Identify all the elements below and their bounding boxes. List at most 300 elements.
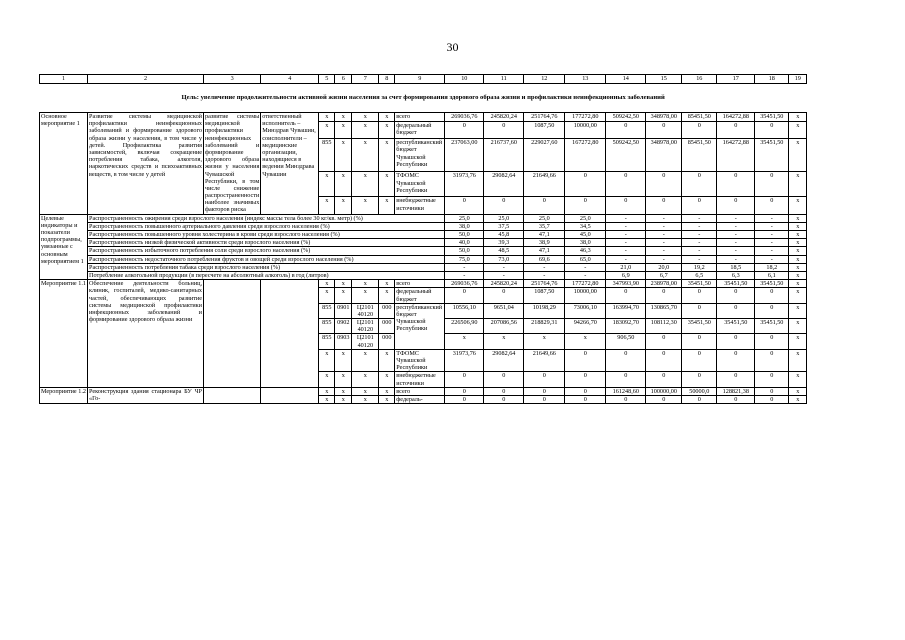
- indicator-value: 6,3: [717, 271, 755, 279]
- indicator-value: -: [755, 222, 789, 230]
- indicator-value: -: [682, 239, 717, 247]
- value-cell: x: [789, 303, 807, 318]
- value-cell: 245820,24: [484, 280, 524, 288]
- value-cell: x: [319, 172, 335, 197]
- value-cell: 906,50: [606, 334, 646, 349]
- value-cell: 108112,30: [646, 319, 682, 334]
- value-cell: 0: [565, 172, 606, 197]
- value-cell: x: [335, 197, 352, 214]
- value-cell: x: [445, 334, 484, 349]
- value-cell: 855: [319, 139, 335, 172]
- value-cell: 0: [484, 122, 524, 139]
- indicator-name: Распространенность низкой физической активности среди взрослого населения (%): [88, 239, 445, 247]
- indicator-value: -: [646, 214, 682, 222]
- value-cell: 0901: [335, 303, 352, 318]
- value-cell: x: [789, 334, 807, 349]
- value-cell: 855: [319, 334, 335, 349]
- indicator-value: 21,0: [606, 263, 646, 271]
- indicator-value: -: [717, 231, 755, 239]
- value-cell: 1087,50: [524, 288, 565, 303]
- value-cell: 348978,00: [646, 139, 682, 172]
- value-cell: 0: [717, 122, 755, 139]
- indicator-value: -: [484, 263, 524, 271]
- value-cell: x: [319, 387, 335, 395]
- indicator-name: Распространенность недостаточного потребления фруктов и овощей среди взрослого населения (%): [88, 255, 445, 263]
- indicator-value: -: [717, 239, 755, 247]
- funding-source: республиканский бюджет Чувашской Республики: [395, 303, 445, 349]
- value-cell: 0: [445, 288, 484, 303]
- indicator-value: 38,0: [565, 239, 606, 247]
- value-cell: 0: [682, 395, 717, 403]
- value-cell: x: [335, 172, 352, 197]
- value-cell: x: [379, 288, 395, 303]
- value-cell: 0: [755, 372, 789, 387]
- funding-source: всего: [395, 113, 445, 122]
- value-cell: 0: [682, 334, 717, 349]
- indicator-value: -: [682, 214, 717, 222]
- value-cell: 0: [755, 303, 789, 318]
- value-cell: x: [335, 288, 352, 303]
- value-cell: 164272,88: [717, 139, 755, 172]
- value-cell: 0: [717, 395, 755, 403]
- value-cell: x: [789, 197, 807, 214]
- value-cell: 0: [646, 334, 682, 349]
- column-number: 11: [484, 75, 524, 84]
- measure-goal: [204, 280, 261, 388]
- value-cell: 0: [755, 122, 789, 139]
- value-cell: 29082,64: [484, 172, 524, 197]
- indicator-row: [40, 214, 807, 222]
- indicator-name: Распространенность ожирения среди взрослого населения (индекс массы тела более 30 кг/кв. метр) (%): [88, 214, 445, 222]
- value-cell: x: [789, 172, 807, 197]
- value-cell: x: [789, 372, 807, 387]
- value-cell: x: [319, 280, 335, 288]
- indicator-name: Распространенность повышенного артериального давления среди взрослого населения (%): [88, 222, 445, 230]
- value-cell: 0: [682, 349, 717, 372]
- measure-name: Развитие системы медицинской профилактики неинфекционных заболеваний и формирование здорового образа жизни у населения, в том числе у детей. Профилактика развития зависимостей, включая сокращение потребления табака, алкоголя, наркотических средств и психоактивных веществ, в том числе у детей: [88, 113, 204, 215]
- indicator-value: -: [606, 222, 646, 230]
- value-cell: 347993,90: [606, 280, 646, 288]
- indicator-value: 46,3: [565, 247, 606, 255]
- indicator-value: 45,0: [565, 231, 606, 239]
- value-cell: x: [319, 122, 335, 139]
- indicator-value: 6,9: [606, 271, 646, 279]
- indicator-row: [40, 263, 807, 271]
- indicator-value: 75,0: [445, 255, 484, 263]
- value-cell: 0: [484, 372, 524, 387]
- value-cell: 348978,00: [646, 113, 682, 122]
- value-cell: 0: [606, 395, 646, 403]
- indicator-value: 47,1: [524, 231, 565, 239]
- indicator-value: x: [789, 222, 807, 230]
- funding-source: всего: [395, 387, 445, 395]
- value-cell: 0: [484, 288, 524, 303]
- value-cell: 0: [606, 349, 646, 372]
- value-cell: 269036,76: [445, 280, 484, 288]
- value-cell: 163994,70: [606, 303, 646, 318]
- funding-source: внебюджетные источники: [395, 197, 445, 214]
- indicator-value: 47,1: [524, 247, 565, 255]
- value-cell: x: [319, 395, 335, 403]
- value-cell: 0: [755, 395, 789, 403]
- value-cell: x: [789, 280, 807, 288]
- value-cell: x: [379, 197, 395, 214]
- value-cell: 0: [565, 349, 606, 372]
- value-cell: 216737,60: [484, 139, 524, 172]
- column-number: 9: [395, 75, 445, 84]
- value-cell: 0: [445, 372, 484, 387]
- indicator-value: 37,5: [484, 222, 524, 230]
- value-cell: Ц2101 40120: [352, 319, 379, 334]
- indicator-value: 25,0: [445, 214, 484, 222]
- value-cell: 0: [524, 395, 565, 403]
- value-cell: x: [352, 122, 379, 139]
- measure-responsible: [261, 387, 319, 403]
- indicator-value: 18,5: [717, 263, 755, 271]
- sec11-row: [40, 280, 807, 288]
- value-cell: 130865,70: [646, 303, 682, 318]
- value-cell: 85451,50: [682, 139, 717, 172]
- value-cell: x: [319, 349, 335, 372]
- indicator-value: x: [789, 214, 807, 222]
- value-cell: 245820,24: [484, 113, 524, 122]
- value-cell: x: [789, 395, 807, 403]
- value-cell: Ц2101 40120: [352, 334, 379, 349]
- value-cell: 21649,66: [524, 172, 565, 197]
- value-cell: 0: [755, 387, 789, 395]
- value-cell: 35451,50: [755, 280, 789, 288]
- value-cell: x: [352, 387, 379, 395]
- indicator-row: [40, 247, 807, 255]
- value-cell: x: [335, 113, 352, 122]
- column-number: 18: [755, 75, 789, 84]
- indicator-value: -: [445, 271, 484, 279]
- value-cell: 0: [445, 387, 484, 395]
- column-number: 16: [682, 75, 717, 84]
- value-cell: x: [335, 349, 352, 372]
- indicator-value: -: [565, 263, 606, 271]
- value-cell: 35451,50: [717, 319, 755, 334]
- funding-source: федераль-: [395, 395, 445, 403]
- indicator-value: -: [606, 214, 646, 222]
- indicator-value: 20,0: [646, 263, 682, 271]
- value-cell: 0: [717, 172, 755, 197]
- value-cell: 207086,56: [484, 319, 524, 334]
- value-cell: 0: [524, 372, 565, 387]
- indicator-value: x: [789, 231, 807, 239]
- indicator-value: x: [789, 239, 807, 247]
- indicator-value: -: [717, 247, 755, 255]
- value-cell: x: [789, 122, 807, 139]
- value-cell: 164272,88: [717, 113, 755, 122]
- value-cell: 0: [646, 288, 682, 303]
- measure-goal: [204, 387, 261, 403]
- measure-label: Мероприятие 1.2: [40, 387, 88, 403]
- value-cell: 000: [379, 334, 395, 349]
- indicator-value: x: [789, 263, 807, 271]
- value-cell: 35451,50: [755, 319, 789, 334]
- indicator-value: x: [789, 271, 807, 279]
- value-cell: 0: [682, 122, 717, 139]
- value-cell: 0: [755, 334, 789, 349]
- indicator-value: -: [755, 247, 789, 255]
- funding-source: внебюджетные источники: [395, 372, 445, 387]
- value-cell: 21649,66: [524, 349, 565, 372]
- value-cell: x: [565, 334, 606, 349]
- indicator-value: -: [646, 231, 682, 239]
- value-cell: 0: [717, 303, 755, 318]
- indicator-row: [40, 231, 807, 239]
- value-cell: 509242,50: [606, 113, 646, 122]
- column-number-row: [40, 75, 807, 84]
- value-cell: 9651,04: [484, 303, 524, 318]
- column-number: 7: [352, 75, 379, 84]
- value-cell: x: [319, 288, 335, 303]
- value-cell: 0: [565, 197, 606, 214]
- indicator-value: 48,5: [484, 247, 524, 255]
- value-cell: 0902: [335, 319, 352, 334]
- value-cell: 0: [484, 387, 524, 395]
- page-number: 30: [446, 40, 459, 54]
- value-cell: 35451,50: [682, 280, 717, 288]
- indicator-value: -: [565, 271, 606, 279]
- indicator-value: -: [755, 255, 789, 263]
- value-cell: x: [524, 334, 565, 349]
- column-number: 5: [319, 75, 335, 84]
- indicator-value: -: [606, 231, 646, 239]
- program-table: [39, 74, 807, 404]
- value-cell: 0: [646, 372, 682, 387]
- value-cell: 0: [755, 288, 789, 303]
- value-cell: 251764,76: [524, 280, 565, 288]
- value-cell: x: [789, 349, 807, 372]
- value-cell: x: [379, 113, 395, 122]
- indicator-name: Распространенность избыточного потребления соли среди взрослого населения (%): [88, 247, 445, 255]
- value-cell: x: [335, 139, 352, 172]
- value-cell: x: [335, 122, 352, 139]
- indicator-row: [40, 271, 807, 279]
- indicator-value: -: [717, 255, 755, 263]
- column-number: 10: [445, 75, 484, 84]
- column-number: 6: [335, 75, 352, 84]
- value-cell: 269036,76: [445, 113, 484, 122]
- indicator-row: [40, 239, 807, 247]
- value-cell: 0903: [335, 334, 352, 349]
- column-number: 15: [646, 75, 682, 84]
- indicator-value: 34,5: [565, 222, 606, 230]
- value-cell: 0: [646, 349, 682, 372]
- value-cell: x: [352, 280, 379, 288]
- indicator-value: 35,7: [524, 222, 565, 230]
- value-cell: 29082,64: [484, 349, 524, 372]
- indicator-name: Потребление алкогольной продукции (в пересчете на абсолютный алкоголь) в год (литров): [88, 271, 445, 279]
- funding-source: ТФОМС Чувашской Республики: [395, 349, 445, 372]
- value-cell: 0: [717, 372, 755, 387]
- sec1-row: [40, 113, 807, 122]
- indicator-value: -: [646, 222, 682, 230]
- indicator-value: -: [606, 239, 646, 247]
- indicator-value: 69,6: [524, 255, 565, 263]
- value-cell: 0: [606, 172, 646, 197]
- indicator-value: -: [682, 222, 717, 230]
- value-cell: x: [319, 113, 335, 122]
- value-cell: x: [789, 139, 807, 172]
- value-cell: 0: [565, 372, 606, 387]
- value-cell: x: [789, 288, 807, 303]
- column-number: 1: [40, 75, 88, 84]
- value-cell: 31973,76: [445, 349, 484, 372]
- value-cell: 10000,00: [565, 288, 606, 303]
- value-cell: x: [379, 387, 395, 395]
- indicator-value: x: [789, 255, 807, 263]
- indicator-value: -: [445, 263, 484, 271]
- value-cell: 0: [565, 395, 606, 403]
- indicator-name: Распространенность потребления табака среди взрослого населения (%): [88, 263, 445, 271]
- indicator-value: -: [755, 214, 789, 222]
- value-cell: 0: [755, 349, 789, 372]
- value-cell: x: [789, 387, 807, 395]
- value-cell: 35451,50: [755, 139, 789, 172]
- indicator-value: 45,8: [484, 231, 524, 239]
- indicator-value: -: [646, 239, 682, 247]
- value-cell: x: [335, 395, 352, 403]
- value-cell: 0: [682, 303, 717, 318]
- value-cell: 167272,80: [565, 139, 606, 172]
- measure-name: Реконструкция здания стационара БУ ЧР «Го-: [89, 387, 202, 402]
- value-cell: x: [379, 139, 395, 172]
- goal-row: [40, 84, 807, 113]
- indicator-value: 25,0: [565, 214, 606, 222]
- value-cell: 0: [682, 288, 717, 303]
- value-cell: x: [379, 372, 395, 387]
- value-cell: 0: [484, 395, 524, 403]
- indicator-value: x: [789, 247, 807, 255]
- value-cell: 10198,29: [524, 303, 565, 318]
- value-cell: 0: [755, 197, 789, 214]
- indicators-label: Целевые индикаторы и показатели подпрограммы, увязанные с основным мероприятием 1: [40, 214, 88, 280]
- value-cell: 50000,0: [682, 387, 717, 395]
- value-cell: 0: [606, 372, 646, 387]
- indicator-value: 39,3: [484, 239, 524, 247]
- column-number: 12: [524, 75, 565, 84]
- indicator-value: -: [606, 247, 646, 255]
- value-cell: 10000,00: [565, 122, 606, 139]
- value-cell: 0: [484, 197, 524, 214]
- value-cell: 218829,31: [524, 319, 565, 334]
- indicator-value: 38,0: [445, 222, 484, 230]
- value-cell: 251764,76: [524, 113, 565, 122]
- value-cell: x: [379, 395, 395, 403]
- value-cell: 0: [646, 197, 682, 214]
- value-cell: 0: [445, 122, 484, 139]
- value-cell: x: [319, 197, 335, 214]
- value-cell: 0: [717, 349, 755, 372]
- indicator-value: -: [524, 271, 565, 279]
- funding-source: всего: [395, 280, 445, 288]
- value-cell: 0: [717, 288, 755, 303]
- value-cell: x: [335, 372, 352, 387]
- value-cell: x: [335, 387, 352, 395]
- funding-source: федеральный бюджет: [395, 122, 445, 139]
- indicator-value: 6,5: [682, 271, 717, 279]
- indicator-value: 38,9: [524, 239, 565, 247]
- value-cell: x: [352, 197, 379, 214]
- indicator-value: -: [682, 255, 717, 263]
- value-cell: 0: [682, 172, 717, 197]
- indicator-value: 18,2: [755, 263, 789, 271]
- value-cell: x: [352, 172, 379, 197]
- value-cell: 1087,50: [524, 122, 565, 139]
- indicator-value: 6,7: [646, 271, 682, 279]
- measure-responsible: [261, 280, 319, 388]
- value-cell: 73006,10: [565, 303, 606, 318]
- indicator-value: -: [717, 214, 755, 222]
- column-number: 2: [88, 75, 204, 84]
- value-cell: 855: [319, 319, 335, 334]
- column-number: 14: [606, 75, 646, 84]
- value-cell: 000: [379, 303, 395, 318]
- value-cell: x: [352, 349, 379, 372]
- indicator-value: -: [524, 263, 565, 271]
- value-cell: 0: [606, 197, 646, 214]
- value-cell: 177272,80: [565, 280, 606, 288]
- indicator-value: 25,0: [484, 214, 524, 222]
- value-cell: 183092,70: [606, 319, 646, 334]
- funding-source: республиканский бюджет Чувашской Республики: [395, 139, 445, 172]
- value-cell: 35451,50: [717, 280, 755, 288]
- indicator-value: -: [755, 231, 789, 239]
- value-cell: 35451,50: [682, 319, 717, 334]
- indicator-value: -: [755, 239, 789, 247]
- value-cell: 0: [682, 197, 717, 214]
- indicator-value: 40,0: [445, 239, 484, 247]
- value-cell: x: [379, 122, 395, 139]
- column-number: 4: [261, 75, 319, 84]
- value-cell: 509242,50: [606, 139, 646, 172]
- value-cell: 226506,90: [445, 319, 484, 334]
- value-cell: 35451,50: [755, 113, 789, 122]
- value-cell: 0: [524, 387, 565, 395]
- value-cell: x: [379, 349, 395, 372]
- value-cell: x: [352, 113, 379, 122]
- indicator-value: -: [717, 222, 755, 230]
- value-cell: 229027,60: [524, 139, 565, 172]
- measure-responsible: ответственный исполнитель – Минздрав Чувашии, соисполнители – медицинские организации, находящиеся в ведении Минздрава Чувашии: [261, 113, 319, 215]
- value-cell: x: [379, 172, 395, 197]
- value-cell: 000: [379, 319, 395, 334]
- value-cell: 177272,80: [565, 113, 606, 122]
- value-cell: x: [352, 372, 379, 387]
- indicator-value: -: [606, 255, 646, 263]
- indicator-value: 65,0: [565, 255, 606, 263]
- column-number: 13: [565, 75, 606, 84]
- indicator-value: -: [646, 247, 682, 255]
- measure-name: Обеспечение деятельности больниц, клиник, госпиталей, медико-санитарных частей, обеспечивающих развитие системы медицинской профилактики инфекционных заболеваний и формирование здорового образа жизни: [88, 280, 204, 388]
- value-cell: x: [352, 288, 379, 303]
- value-cell: Ц2101 40120: [352, 303, 379, 318]
- value-cell: 237063,00: [445, 139, 484, 172]
- value-cell: x: [789, 113, 807, 122]
- value-cell: 0: [445, 197, 484, 214]
- value-cell: x: [352, 395, 379, 403]
- value-cell: 238978,00: [646, 280, 682, 288]
- measure-label: Основное мероприятие 1: [40, 113, 88, 215]
- value-cell: 0: [606, 288, 646, 303]
- indicator-value: 50,0: [445, 247, 484, 255]
- funding-source: федеральный бюджет: [395, 288, 445, 303]
- column-number: 8: [379, 75, 395, 84]
- column-number: 17: [717, 75, 755, 84]
